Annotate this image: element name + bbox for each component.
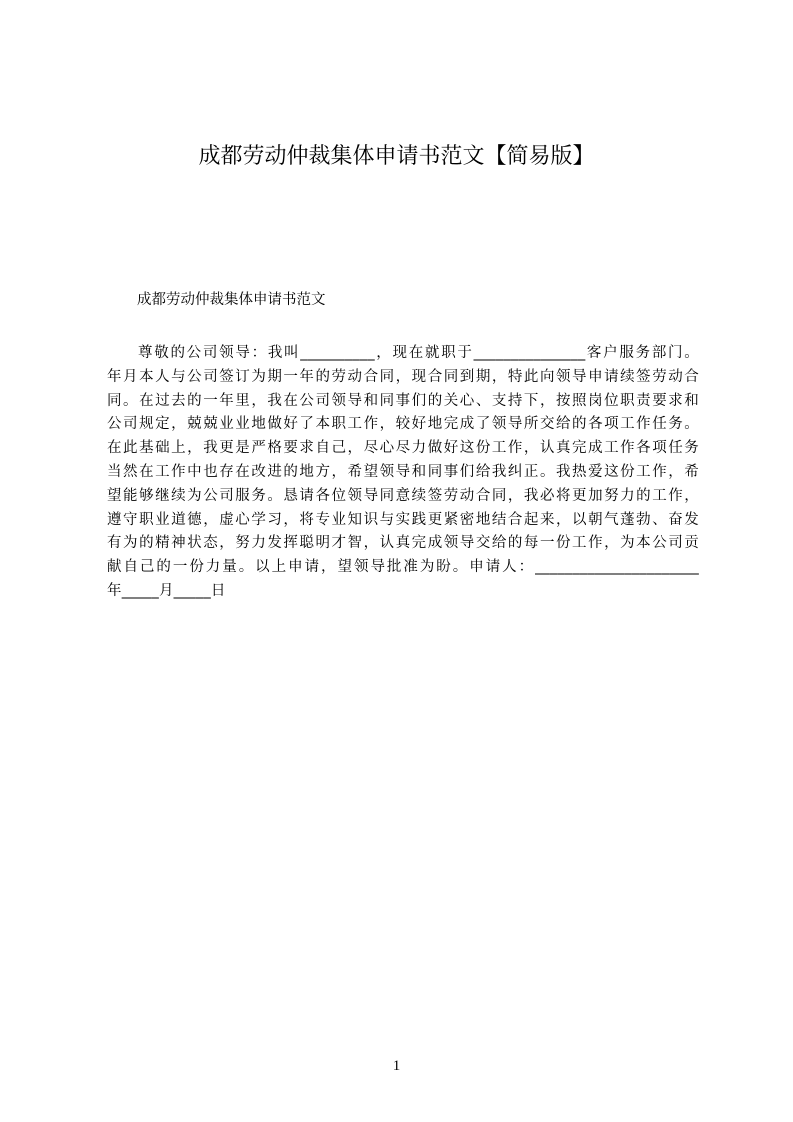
document-subtitle: 成都劳动仲裁集体申请书范文 <box>137 292 326 308</box>
body-line: 遵守职业道德，虚心学习，将专业知识与实践更紧密地结合起来，以朝气蓬勃、奋发 <box>107 511 699 528</box>
body-line: 同。在过去的一年里，我在公司领导和同事们的关心、支持下，按照岗位职责要求和 <box>107 392 699 409</box>
body-line: 当然在工作中也存在改进的地方，希望领导和同事们给我纠正。我热爱这份工作，希 <box>107 463 699 480</box>
body-line: 尊敬的公司领导：我叫__________，现在就职于_______________客户服务部门。 <box>138 345 699 361</box>
body-line: 献自己的一份力量。以上申请，望领导批准为盼。申请人：______________________ <box>107 559 699 576</box>
body-line: 年月本人与公司签订为期一年的劳动合同，现合同到期，特此向领导申请续签劳动合 <box>107 368 699 385</box>
body-line: 望能够继续为公司服务。恳请各位领导同意续签劳动合同，我必将更加努力的工作， <box>107 487 699 504</box>
body-line: 公司规定，兢兢业业地做好了本职工作，较好地完成了领导所交给的各项工作任务。 <box>107 416 699 433</box>
page-number: 1 <box>392 1058 401 1074</box>
date-line: 年_____月_____日 <box>107 582 226 599</box>
body-line: 有为的精神状态，努力发挥聪明才智，认真完成领导交给的每一份工作，为本公司贡 <box>107 535 699 552</box>
body-line: 在此基础上，我更是严格要求自己，尽心尽力做好这份工作，认真完成工作各项任务 <box>107 440 699 457</box>
body-paragraph <box>107 342 699 604</box>
document-title: 成都劳动仲裁集体申请书范文【简易版】 <box>198 144 595 169</box>
